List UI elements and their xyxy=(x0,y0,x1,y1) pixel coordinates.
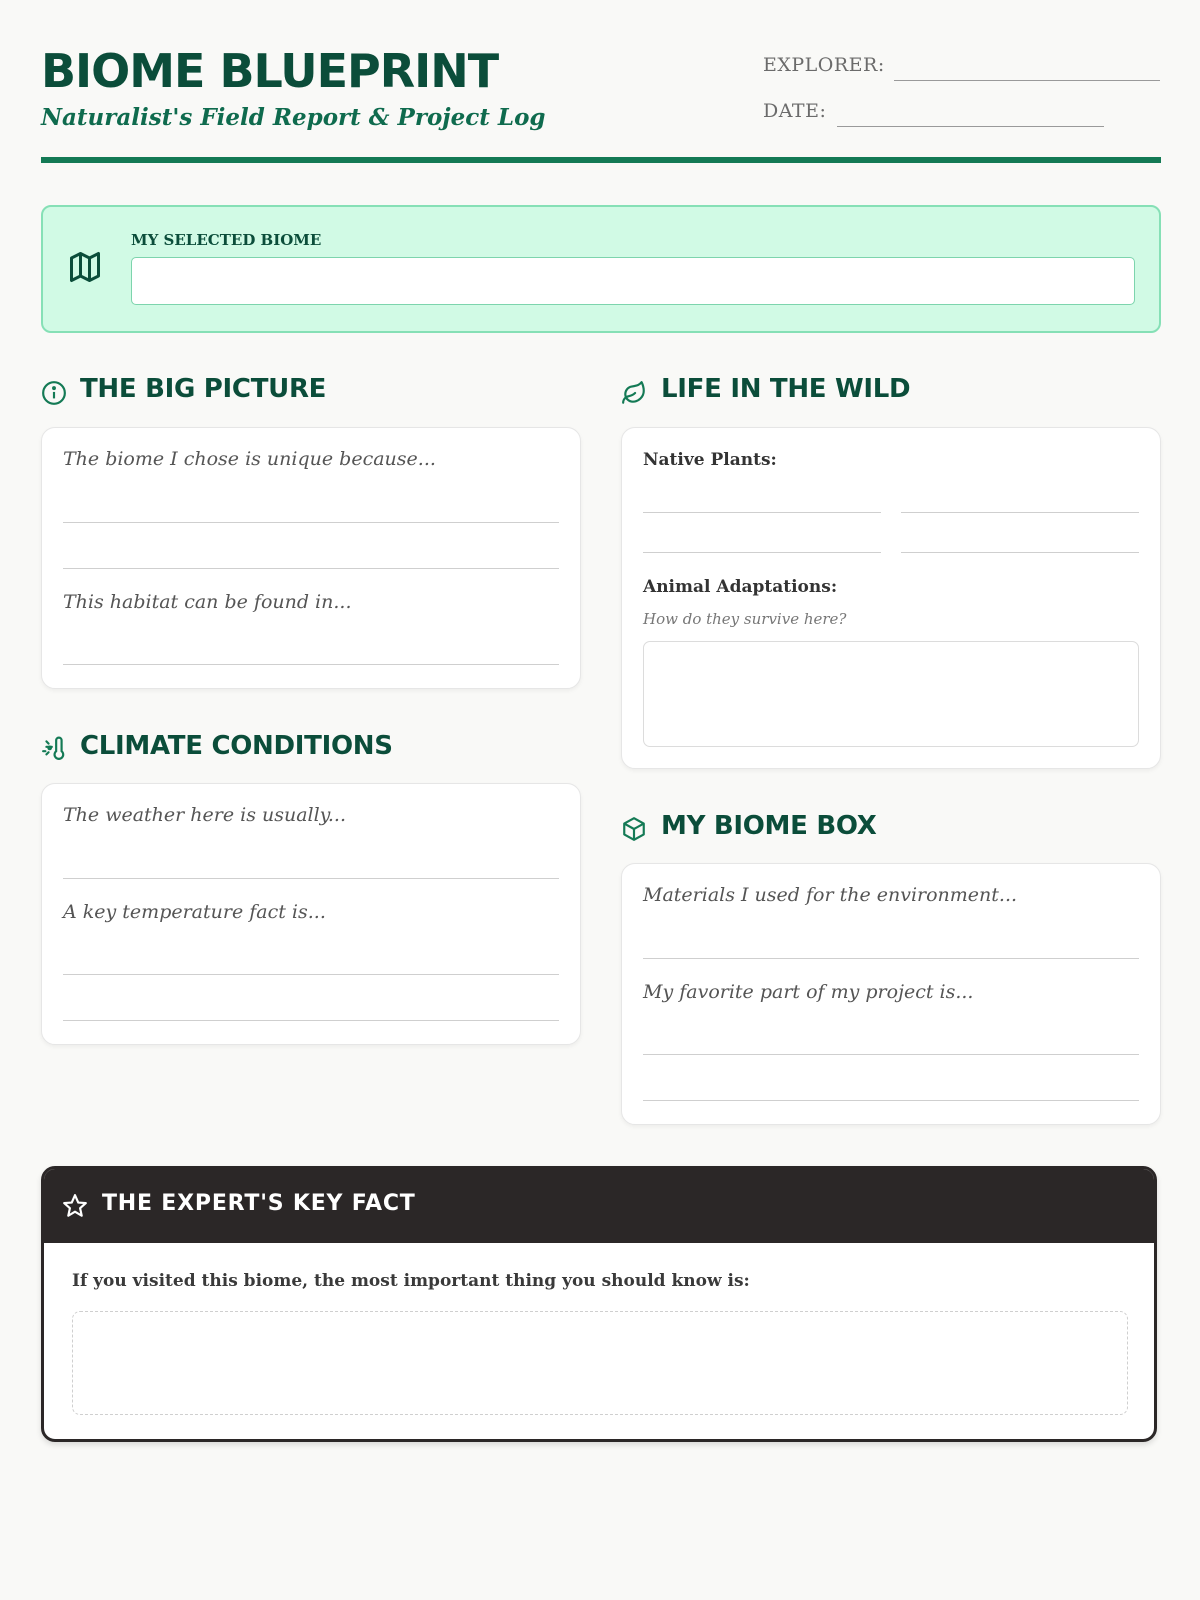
biome-box-prompt-2: My favorite part of my project is... xyxy=(643,981,974,1003)
header-divider xyxy=(41,157,1161,163)
animal-adaptations-input[interactable] xyxy=(643,641,1139,747)
explorer-field[interactable] xyxy=(894,80,1160,81)
biome-box-prompt-1: Materials I used for the environment... xyxy=(643,884,1018,906)
plant-line[interactable] xyxy=(901,512,1139,513)
writing-line[interactable] xyxy=(643,1054,1139,1055)
plant-line[interactable] xyxy=(901,552,1139,553)
selected-biome-panel xyxy=(41,205,1161,333)
thermometer-sun-icon xyxy=(41,736,67,762)
page-title: BIOME BLUEPRINT xyxy=(41,44,499,98)
plant-line[interactable] xyxy=(643,552,881,553)
date-field[interactable] xyxy=(837,126,1104,127)
climate-title: CLIMATE CONDITIONS xyxy=(80,731,393,761)
climate-prompt-2: A key temperature fact is... xyxy=(63,901,326,923)
page-subtitle: Naturalist's Field Report & Project Log xyxy=(41,104,546,131)
header xyxy=(41,42,1161,164)
big-picture-prompt-1: The biome I chose is unique because... xyxy=(63,448,436,470)
life-title: LIFE IN THE WILD xyxy=(661,374,911,404)
life-card xyxy=(621,427,1161,769)
date-label: DATE: xyxy=(763,100,827,122)
plant-line[interactable] xyxy=(643,512,881,513)
info-icon xyxy=(41,380,67,406)
writing-line[interactable] xyxy=(643,1100,1139,1101)
leaf-icon xyxy=(621,380,647,406)
expert-title: THE EXPERT'S KEY FACT xyxy=(102,1191,416,1216)
biome-box-title: MY BIOME BOX xyxy=(661,811,877,841)
writing-line[interactable] xyxy=(63,1020,559,1021)
expert-question: If you visited this biome, the most important thing you should know is: xyxy=(72,1271,750,1291)
expert-answer-input[interactable] xyxy=(72,1311,1128,1415)
selected-biome-label: MY SELECTED BIOME xyxy=(131,231,322,249)
expert-key-fact-panel xyxy=(41,1166,1157,1442)
explorer-label: EXPLORER: xyxy=(763,54,885,76)
writing-line[interactable] xyxy=(643,958,1139,959)
writing-line[interactable] xyxy=(63,974,559,975)
writing-line[interactable] xyxy=(63,878,559,879)
biome-box-card xyxy=(621,863,1161,1125)
writing-line[interactable] xyxy=(63,522,559,523)
big-picture-card xyxy=(41,427,581,689)
native-plants-label: Native Plants: xyxy=(643,450,777,470)
map-icon xyxy=(67,249,103,285)
climate-prompt-1: The weather here is usually... xyxy=(63,804,347,826)
animal-adaptations-hint: How do they survive here? xyxy=(643,610,847,628)
animal-adaptations-label: Animal Adaptations: xyxy=(643,577,838,597)
writing-line[interactable] xyxy=(63,664,559,665)
expert-header xyxy=(44,1169,1154,1243)
climate-card xyxy=(41,783,581,1045)
big-picture-prompt-2: This habitat can be found in... xyxy=(63,591,352,613)
star-icon xyxy=(62,1193,88,1219)
writing-line[interactable] xyxy=(63,568,559,569)
box-icon xyxy=(621,816,647,842)
selected-biome-input[interactable] xyxy=(131,257,1135,305)
big-picture-title: THE BIG PICTURE xyxy=(80,374,327,404)
